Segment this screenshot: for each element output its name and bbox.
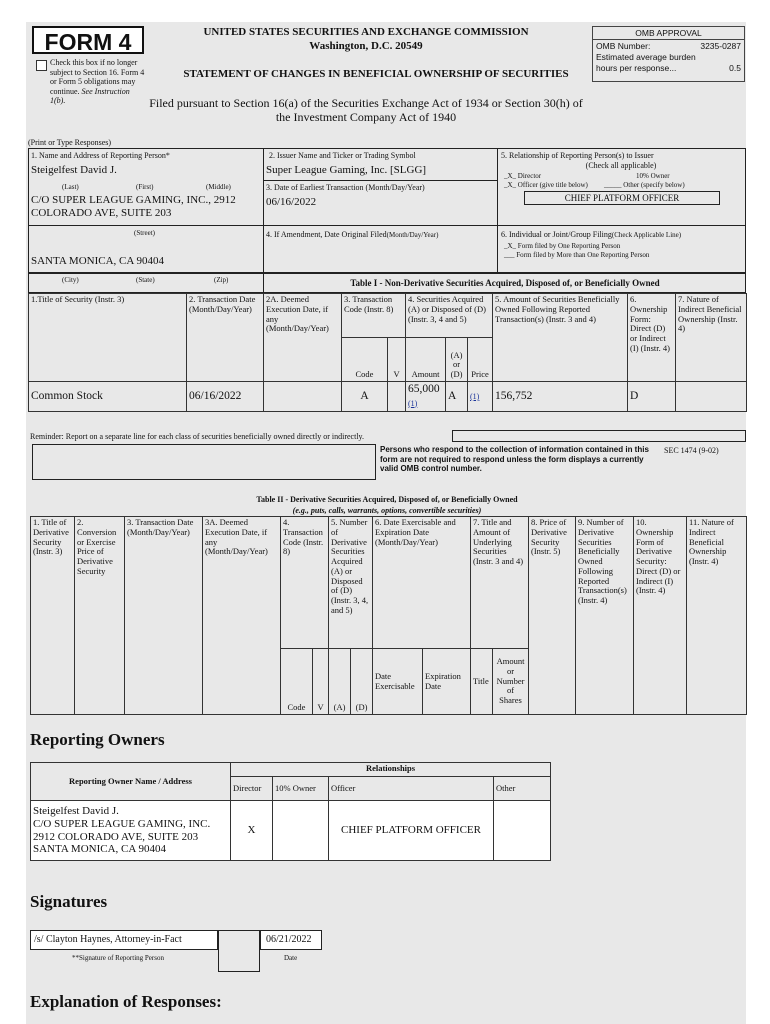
explanation-heading: Explanation of Responses: xyxy=(30,992,222,1011)
t1-row-title: Common Stock xyxy=(29,382,187,412)
t2-col-price: 8. Price of Derivative Security (Instr. 5) xyxy=(529,517,576,715)
t2-col-exercisable: 6. Date Exercisable and Expiration Date (Month/Day/Year) xyxy=(373,517,471,649)
t1-col-code: 3. Transaction Code (Instr. 8) xyxy=(342,294,406,338)
middle-label: (Middle) xyxy=(206,183,231,191)
statement-title: STATEMENT OF CHANGES IN BENEFICIAL OWNERSHIP OF SECURITIES xyxy=(183,68,569,80)
owners-col-ten: 10% Owner xyxy=(273,777,329,801)
t1-col-date: 2. Transaction Date (Month/Day/Year) xyxy=(187,294,264,382)
t1-col-securities: 4. Securities Acquired (A) or Disposed of (D) (Instr. 3, 4 and 5) xyxy=(406,294,493,338)
table1-title: Table I - Non-Derivative Securities Acquired, Disposed of, or Beneficially Owned xyxy=(350,278,660,288)
t2-col-deemed: 3A. Deemed Execution Date, if any (Month/Day/Year) xyxy=(203,517,281,715)
omb-hours-label: hours per response... xyxy=(596,63,677,73)
t1-sub-v: V xyxy=(388,338,406,382)
omb-number-value: 3235-0287 xyxy=(700,41,741,51)
street-label: (Street) xyxy=(134,229,155,237)
t2-col-code: 4. Transaction Code (Instr. 8) xyxy=(281,517,329,649)
t1-row-form: D xyxy=(628,382,676,412)
signer-name: /s/ Clayton Haynes, Attorney-in-Fact xyxy=(34,934,182,945)
form-title: FORM 4 xyxy=(32,26,144,54)
issuer-label: 2. Issuer Name and Ticker or Trading Symbol xyxy=(269,151,416,160)
t1-col-nature: 7. Nature of Indirect Beneficial Ownership (Instr. 4) xyxy=(676,294,747,382)
owners-col-name: Reporting Owner Name / Address xyxy=(31,763,231,801)
t2-sub-amount: Amount or Number of Shares xyxy=(493,649,529,715)
earliest-transaction-label: 3. Date of Earliest Transaction (Month/Day/Year) xyxy=(266,183,425,192)
filed-pursuant: Filed pursuant to Section 16(a) of the Securities Exchange Act of 1934 or Section 30(h) of the Investment Company Act of 1940 xyxy=(149,96,583,125)
reporting-owners-heading: Reporting Owners xyxy=(30,730,165,749)
owners-row-ten xyxy=(273,801,329,861)
agency-name: UNITED STATES SECURITIES AND EXCHANGE COMMISSION xyxy=(203,26,529,38)
persons-respond: Persons who respond to the collection of information contained in this form are not required to respond unless the form displays a currently valid OMB control number. xyxy=(380,445,649,474)
last-label: (Last) xyxy=(62,183,79,191)
t2-col-conversion: 2. Conversion or Exercise Price of Derivative Security xyxy=(75,517,125,715)
reminder-text: Reminder: Report on a separate line for each class of securities beneficially owned directly or indirectly. xyxy=(30,432,365,441)
group-more-person[interactable]: ___ Form filed by More than One Reporting Person xyxy=(504,251,650,259)
t1-col-ownership-form: 6. Ownership Form: Direct (D) or Indirect (I) (Instr. 4) xyxy=(628,294,676,382)
t1-sub-amount: Amount xyxy=(406,338,446,382)
omb-title: OMB APPROVAL xyxy=(593,27,744,40)
amendment-label: 4. If Amendment, Date Original Filed(Month/Day/Year) xyxy=(266,230,439,239)
t2-sub-date-exercisable: Date Exercisable xyxy=(373,649,423,715)
city-label: (City) xyxy=(62,276,79,284)
owners-row-director: X xyxy=(231,801,273,861)
reporting-person-label: 1. Name and Address of Reporting Person* xyxy=(31,151,170,160)
check-all-applicable: (Check all applicable) xyxy=(585,161,657,170)
t1-row-date: 06/16/2022 xyxy=(187,382,264,412)
issuer-value: Super League Gaming, Inc. [SLGG] xyxy=(266,164,427,176)
table1 xyxy=(28,293,747,412)
rel-other[interactable]: _____ Other (specify below) xyxy=(604,181,685,189)
t2-col-underlying: 7. Title and Amount of Underlying Securities (Instr. 3 and 4) xyxy=(471,517,529,649)
owners-col-other: Other xyxy=(494,777,551,801)
no-longer-subject-checkbox[interactable] xyxy=(36,60,47,71)
reporting-person-city: SANTA MONICA, CA 90404 xyxy=(31,255,164,267)
t2-sub-code: Code xyxy=(281,649,313,715)
t2-sub-v: V xyxy=(313,649,329,715)
owners-col-officer: Officer xyxy=(329,777,494,801)
owners-col-director: Director xyxy=(231,777,273,801)
t2-col-number: 5. Number of Derivative Securities Acquired (A) or Disposed of (D) (Instr. 3, 4, and 5) xyxy=(329,517,373,649)
t1-row-deemed xyxy=(264,382,342,412)
t1-row-price-footnote[interactable]: (1) xyxy=(470,391,480,401)
owners-relationships: Relationships xyxy=(231,763,551,777)
state-label: (State) xyxy=(136,276,155,284)
owners-row-other xyxy=(494,801,551,861)
signature-date: 06/21/2022 xyxy=(266,934,312,945)
group-filing-label: 6. Individual or Joint/Group Filing(Check Applicable Line) xyxy=(501,230,682,239)
t2-col-date: 3. Transaction Date (Month/Day/Year) xyxy=(125,517,203,715)
t1-sub-price: Price xyxy=(468,338,493,382)
t1-sub-code: Code xyxy=(342,338,388,382)
t1-row-nature xyxy=(676,382,747,412)
table2 xyxy=(30,516,747,715)
table-row xyxy=(31,801,551,861)
signature-spacer-box xyxy=(218,930,260,972)
t1-col-deemed: 2A. Deemed Execution Date, if any (Month/Day/Year) xyxy=(264,294,342,382)
t2-col-owned: 9. Number of Derivative Securities Beneficially Owned Following Reported Transaction(s) (Instr. 4) xyxy=(576,517,634,715)
t1-sub-aord: (A) or (D) xyxy=(446,338,468,382)
omb-approval-box xyxy=(592,26,745,82)
t1-row-amount: 65,000 (1) xyxy=(406,382,446,412)
rel-ten-pct[interactable]: 10% Owner xyxy=(636,172,670,180)
t1-row-owned: 156,752 xyxy=(493,382,628,412)
t1-row-code: A xyxy=(342,382,388,412)
relationship-label: 5. Relationship of Reporting Person(s) to Issuer xyxy=(501,151,654,160)
t2-col-ownership: 10. Ownership Form of Derivative Security: Direct (D) or Indirect (I) (Instr. 4) xyxy=(634,517,687,715)
t1-row-v xyxy=(388,382,406,412)
t2-sub-a: (A) xyxy=(329,649,351,715)
t2-col-nature: 11. Nature of Indirect Beneficial Ownership (Instr. 4) xyxy=(687,517,747,715)
agency-location: Washington, D.C. 20549 xyxy=(309,40,423,52)
first-label: (First) xyxy=(136,183,154,191)
t2-sub-expiration: Expiration Date xyxy=(423,649,471,715)
t2-sub-title: Title xyxy=(471,649,493,715)
zip-label: (Zip) xyxy=(214,276,229,284)
t1-row-price xyxy=(468,382,493,412)
table2-subtitle: (e.g., puts, calls, warrants, options, convertible securities) xyxy=(292,506,482,515)
checkbox-note: Check this box if no longer subject to Section 16. Form 4 or Form 5 obligations may continue. See Instruction 1(b). xyxy=(50,58,145,106)
owners-row-name: Steigelfest David J. C/O SUPER LEAGUE GAMING, INC. 2912 COLORADO AVE, SUITE 203 SANTA MONICA, CA 90404 xyxy=(31,801,231,861)
owners-row-officer: CHIEF PLATFORM OFFICER xyxy=(329,801,494,861)
reminder-box xyxy=(452,430,746,442)
t1-row-aord: A xyxy=(446,382,468,412)
t2-sub-d: (D) xyxy=(351,649,373,715)
signature-label: **Signature of Reporting Person xyxy=(72,954,164,962)
t2-col-title: 1. Title of Derivative Security (Instr. 3) xyxy=(31,517,75,715)
omb-burden-label: Estimated average burden xyxy=(596,52,696,62)
rel-director[interactable]: _X_ Director xyxy=(504,172,542,180)
date-label: Date xyxy=(284,954,298,962)
signatures-heading: Signatures xyxy=(30,892,108,911)
print-type-note: (Print or Type Responses) xyxy=(28,138,112,147)
officer-title: CHIEF PLATFORM OFFICER xyxy=(524,191,720,205)
t1-col-title: 1.Title of Security (Instr. 3) xyxy=(29,294,187,382)
table-row xyxy=(29,382,747,412)
group-one-person[interactable]: _X_ Form filed by One Reporting Person xyxy=(504,242,621,250)
rel-officer[interactable]: _X_ Officer (give title below) xyxy=(504,181,588,189)
sec-number: SEC 1474 (9-02) xyxy=(664,446,719,455)
reporting-person-street: C/O SUPER LEAGUE GAMING, INC., 2912 COLORADO AVE, SUITE 203 xyxy=(31,194,236,220)
reporting-person-name: Steigelfest David J. xyxy=(31,164,117,176)
omb-hours-value: 0.5 xyxy=(729,63,741,73)
table2-title: Table II - Derivative Securities Acquired, Disposed of, or Beneficially Owned xyxy=(256,495,518,504)
owners-table xyxy=(30,762,551,861)
reminder-blank-box xyxy=(32,444,376,480)
t1-col-amount-owned: 5. Amount of Securities Beneficially Owned Following Reported Transaction(s) (Instr. 3 and 4) xyxy=(493,294,628,382)
earliest-transaction-value: 06/16/2022 xyxy=(266,196,317,208)
t1-row-amount-footnote[interactable]: (1) xyxy=(408,398,418,408)
omb-number-label: OMB Number: xyxy=(596,41,651,51)
form-page xyxy=(26,22,746,1024)
